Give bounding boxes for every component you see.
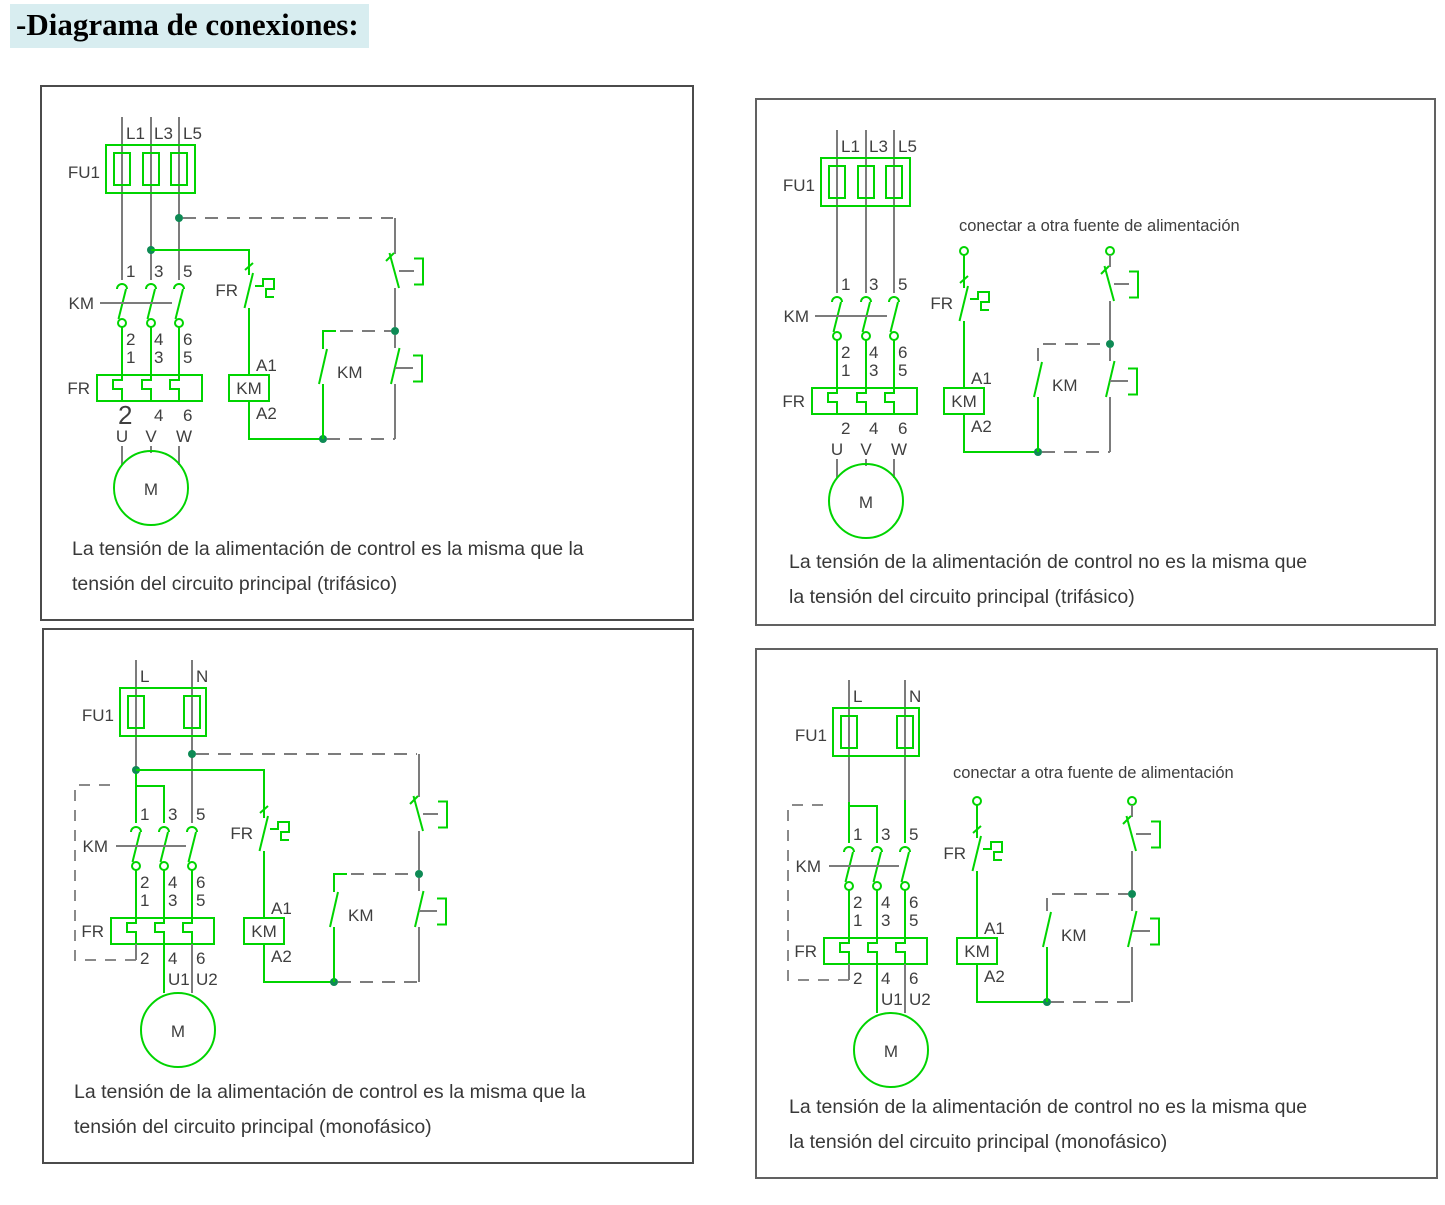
stop-button	[386, 218, 423, 327]
relay-label: FR	[794, 942, 817, 961]
panel-monofasico-otra-fuente	[755, 648, 1438, 1179]
svg-text:6: 6	[909, 893, 919, 912]
phase-label: L	[853, 687, 863, 706]
svg-text:3: 3	[869, 361, 879, 380]
contactor-label: KM	[783, 307, 809, 326]
panel-trifasico-misma	[40, 85, 694, 621]
svg-text:2: 2	[118, 400, 133, 430]
aux-label: KM	[1052, 376, 1078, 395]
phase-label: L3	[869, 137, 888, 156]
phase-label: L5	[183, 124, 202, 143]
svg-text:1: 1	[126, 262, 136, 281]
contactor-label: KM	[82, 837, 108, 856]
caption-line: La tensión de la alimentación de control es la misma que la	[72, 538, 584, 560]
motor-terminal: U1	[881, 990, 903, 1009]
caption-line: la tensión del circuito principal (monofásico)	[789, 1131, 1168, 1153]
svg-text:4: 4	[154, 330, 164, 349]
motor-label: M	[883, 1042, 899, 1061]
phase-label: L3	[154, 124, 173, 143]
coil-a1: A1	[256, 356, 277, 375]
svg-text:5: 5	[898, 361, 908, 380]
svg-text:3: 3	[154, 348, 164, 367]
svg-text:2: 2	[841, 419, 851, 438]
svg-text:5: 5	[183, 262, 193, 281]
svg-text:5: 5	[183, 348, 193, 367]
svg-text:1: 1	[853, 825, 863, 844]
svg-text:3: 3	[154, 262, 164, 281]
coil-a2: A2	[971, 417, 992, 436]
svg-text:6: 6	[909, 969, 919, 988]
svg-text:6: 6	[898, 419, 908, 438]
caption-line: La tensión de la alimentación de control es la misma que la	[74, 1081, 586, 1103]
svg-text:6: 6	[196, 949, 206, 968]
svg-text:4: 4	[168, 949, 178, 968]
svg-text:2: 2	[126, 330, 136, 349]
coil-a2: A2	[256, 404, 277, 423]
motor-terminal: U2	[909, 990, 931, 1009]
coil-label: KM	[236, 379, 262, 398]
motor-terminal: U1	[168, 970, 190, 989]
svg-text:1: 1	[140, 891, 150, 910]
motor-terminal: W	[175, 427, 193, 446]
caption-line: La tensión de la alimentación de control no es la misma que	[789, 551, 1308, 573]
svg-text:4: 4	[168, 873, 178, 892]
svg-text:4: 4	[869, 343, 879, 362]
svg-text:1: 1	[126, 348, 136, 367]
svg-text:1: 1	[841, 361, 851, 380]
motor-terminal: V	[145, 427, 157, 446]
fr-contact-label: FR	[230, 824, 253, 843]
svg-text:6: 6	[183, 330, 193, 349]
aux-label: KM	[337, 363, 363, 382]
fuse-label: FU1	[81, 706, 114, 725]
thermal-relay	[111, 891, 214, 968]
coil-a1: A1	[971, 369, 992, 388]
svg-text:3: 3	[168, 805, 178, 824]
start-button	[1106, 348, 1137, 452]
relay-label: FR	[782, 392, 805, 411]
phase-label: L1	[126, 124, 145, 143]
phase-label: L5	[898, 137, 917, 156]
aux-contact	[1043, 890, 1136, 1002]
note-other-source: conectar a otra fuente de alimentación	[959, 217, 1240, 235]
svg-text:3: 3	[168, 891, 178, 910]
aux-contact	[319, 327, 399, 439]
svg-text:5: 5	[196, 805, 206, 824]
fuse-label: FU1	[794, 726, 827, 745]
start-button	[415, 878, 446, 982]
svg-text:1: 1	[140, 805, 150, 824]
svg-text:5: 5	[196, 891, 206, 910]
fuse-label: FU1	[67, 163, 100, 182]
svg-text:3: 3	[881, 825, 891, 844]
fuse-label: FU1	[782, 176, 815, 195]
control-terminal	[1106, 247, 1114, 255]
svg-text:4: 4	[869, 419, 879, 438]
fr-contact-label: FR	[943, 844, 966, 863]
svg-text:6: 6	[898, 343, 908, 362]
fr-contact-label: FR	[930, 294, 953, 313]
coil-a1: A1	[984, 919, 1005, 938]
coil-a2: A2	[984, 967, 1005, 986]
aux-label: KM	[348, 906, 374, 925]
svg-text:6: 6	[183, 406, 193, 425]
fuse-box	[833, 708, 919, 756]
svg-text:5: 5	[909, 911, 919, 930]
motor-label: M	[170, 1022, 186, 1041]
coil-label: KM	[251, 922, 277, 941]
phase-label: N	[909, 687, 922, 706]
thermal-relay	[97, 348, 202, 430]
panel-trifasico-otra-fuente	[755, 98, 1436, 626]
diagram-trifasico-otra-fuente	[757, 100, 1434, 624]
svg-text:2: 2	[140, 949, 150, 968]
phase-label: L1	[841, 137, 860, 156]
fr-contact-label: FR	[215, 281, 238, 300]
svg-text:5: 5	[898, 275, 908, 294]
svg-text:1: 1	[841, 275, 851, 294]
motor-terminal: V	[860, 440, 872, 459]
svg-text:4: 4	[881, 893, 891, 912]
motor-terminal: U	[115, 427, 129, 446]
note-other-source: conectar a otra fuente de alimentación	[953, 764, 1234, 782]
fuse-box	[120, 688, 206, 736]
contactor-label: KM	[795, 857, 821, 876]
svg-text:3: 3	[869, 275, 879, 294]
page-title: -Diagrama de conexiones:	[10, 4, 369, 48]
contactor-label: KM	[68, 294, 94, 313]
motor-terminal: U2	[196, 970, 218, 989]
stop-button	[410, 754, 447, 870]
motor-label: M	[858, 493, 874, 512]
svg-text:4: 4	[154, 406, 164, 425]
svg-text:3: 3	[881, 911, 891, 930]
motor-terminal: W	[890, 440, 908, 459]
svg-text:4: 4	[881, 969, 891, 988]
caption-line: tensión del circuito principal (monofásico)	[74, 1116, 432, 1138]
control-terminal	[960, 247, 968, 255]
svg-text:2: 2	[853, 969, 863, 988]
relay-label: FR	[67, 379, 90, 398]
aux-contact	[1034, 340, 1114, 452]
coil-label: KM	[964, 942, 990, 961]
thermal-relay	[824, 911, 927, 988]
caption-line: La tensión de la alimentación de control no es la misma que	[789, 1096, 1308, 1118]
panel-monofasico-misma	[42, 628, 694, 1164]
stop-button	[1123, 805, 1160, 890]
aux-label: KM	[1061, 926, 1087, 945]
control-terminal	[1128, 797, 1136, 805]
phase-label: L	[140, 667, 150, 686]
svg-text:2: 2	[841, 343, 851, 362]
coil-a1: A1	[271, 899, 292, 918]
thermal-relay	[812, 361, 917, 438]
start-button	[1128, 898, 1159, 1002]
caption-line: la tensión del circuito principal (trifásico)	[789, 586, 1135, 608]
phase-label: N	[196, 667, 209, 686]
motor-terminal: U	[830, 440, 844, 459]
svg-text:6: 6	[196, 873, 206, 892]
svg-text:2: 2	[140, 873, 150, 892]
aux-contact	[330, 870, 423, 982]
caption-line: tensión del circuito principal (trifásico)	[72, 573, 398, 595]
motor-label: M	[143, 480, 159, 499]
svg-text:2: 2	[853, 893, 863, 912]
stop-button	[1101, 255, 1138, 340]
start-button	[391, 335, 422, 439]
svg-text:5: 5	[909, 825, 919, 844]
relay-label: FR	[81, 922, 104, 941]
svg-text:1: 1	[853, 911, 863, 930]
control-terminal	[973, 797, 981, 805]
coil-label: KM	[951, 392, 977, 411]
coil-a2: A2	[271, 947, 292, 966]
